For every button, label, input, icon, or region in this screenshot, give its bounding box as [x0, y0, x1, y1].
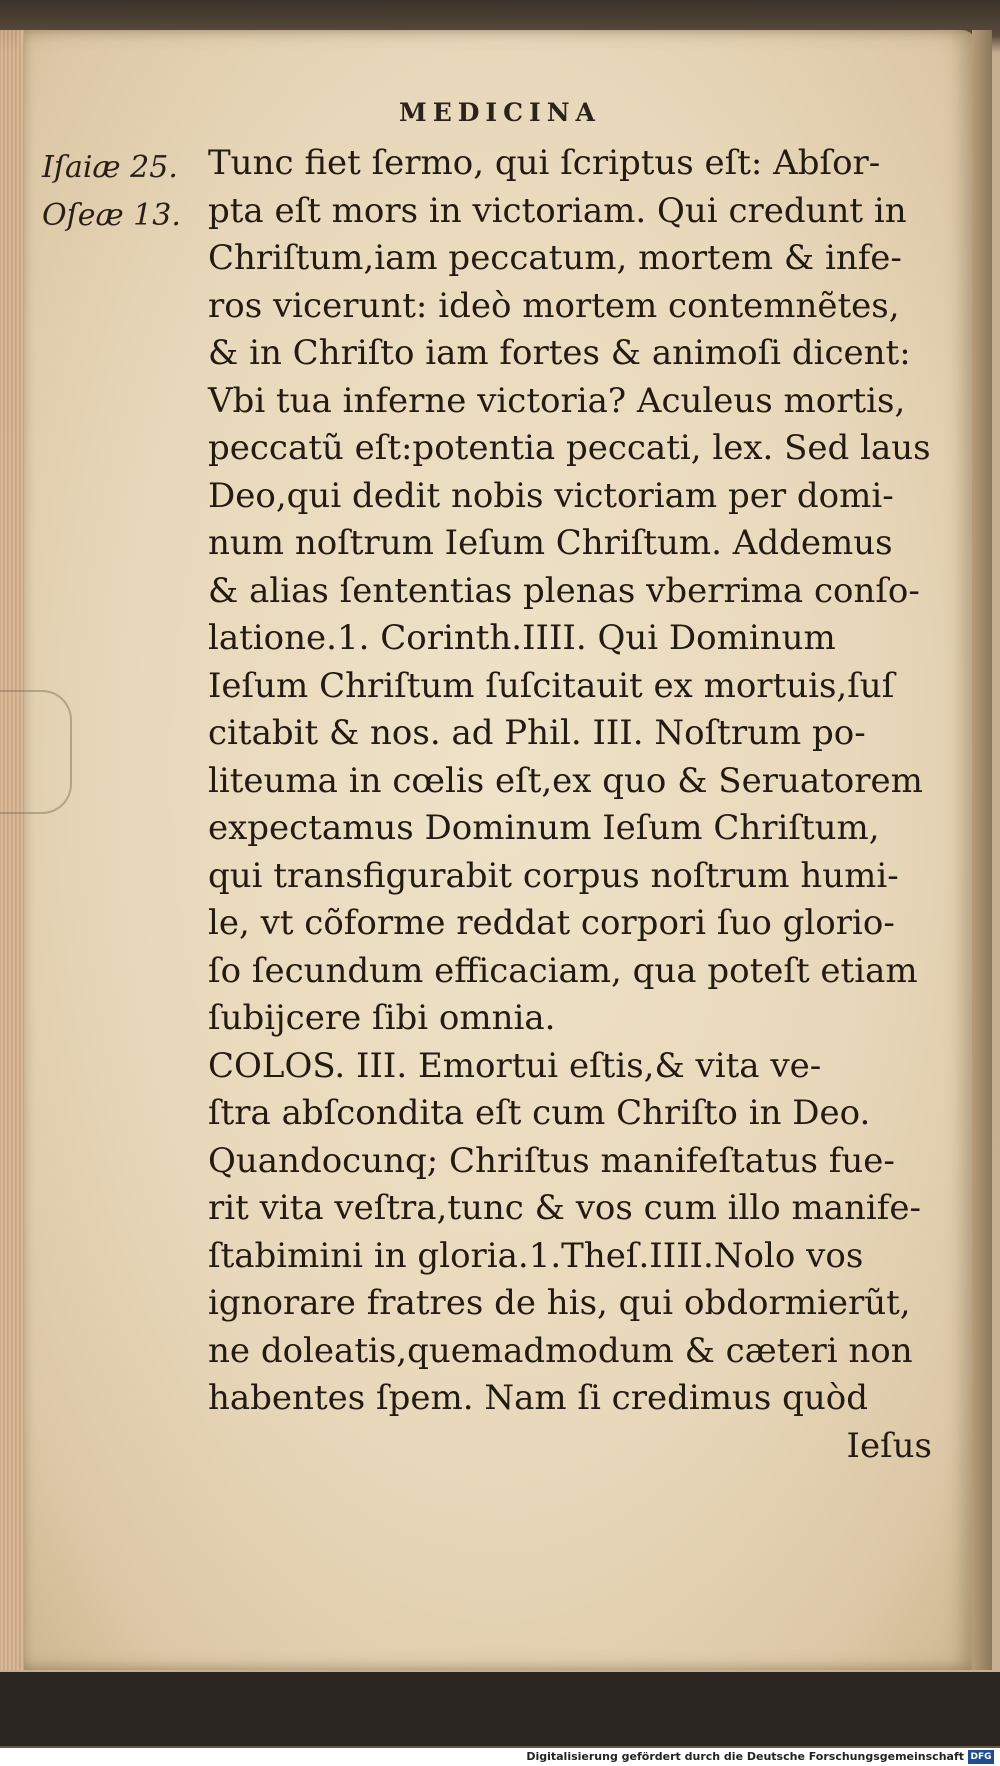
text-line-27: habentes ſpem. Nam ſi credimus quòd	[208, 1378, 868, 1418]
text-line-25: ignorare fratres de his, qui obdormierũt,	[208, 1283, 911, 1323]
page-tab-mark	[0, 690, 72, 814]
text-line-4: ros vicerunt: ideò mortem contemnẽtes,	[208, 285, 900, 326]
text-line-11: latione.1. Corinth.IIII. Qui Dominum	[208, 618, 836, 658]
running-head: MEDICINA	[399, 98, 601, 127]
text-line-18: ſo ſecundum efficaciam, qua poteſt etiam	[208, 950, 918, 991]
text-line-10: & alias ſententias plenas vberrima conſo-	[208, 570, 920, 611]
text-line-8: Deo,qui dedit nobis victoriam per domi-	[208, 475, 894, 516]
page-edges-right	[972, 30, 992, 1670]
body-text	[208, 140, 948, 1470]
text-line-3: Chriſtum,iam peccatum, mortem & infe-	[208, 238, 902, 278]
text-line-1: Tunc fiet ſermo, qui ſcriptus eſt: Abſor-	[208, 143, 881, 183]
dfg-logo: DFG	[968, 1750, 994, 1764]
text-line-15: expectamus Dominum Ieſum Chriſtum,	[208, 808, 880, 848]
text-line-23: rit vita veſtra,tunc & vos cum illo manife-	[208, 1188, 922, 1228]
text-line-2: pta eſt mors in victoriam. Qui credunt in	[208, 190, 907, 231]
text-line-21: ſtra abſcondita eſt cum Chriſto in Deo.	[208, 1093, 871, 1133]
text-line-26: ne doleatis,quemadmodum & cæteri non	[208, 1330, 913, 1371]
text-line-14: liteuma in cœlis eſt,ex quo & Seruatorem	[208, 760, 923, 801]
margin-note-hosea: Oſeæ 13.	[42, 198, 181, 233]
page-edges-left	[0, 30, 24, 1670]
text-line-7: peccatũ eſt:potentia peccati, lex. Sed laus	[208, 428, 931, 468]
text-line-24: ſtabimini in gloria.1.Theſ.IIII.Nolo vos	[208, 1235, 864, 1276]
digitization-footer	[0, 1748, 1000, 1766]
text-line-20: COLOS. III. Emortui eſtis,& vita ve-	[208, 1045, 822, 1086]
text-line-12: Ieſum Chriſtum ſuſcitauit ex mortuis,ſuſ	[208, 665, 895, 706]
footer-credit: Digitalisierung gefördert durch die Deutsche Forschungsgemeinschaft	[526, 1750, 964, 1763]
text-line-22: Quandocunq; Chriſtus manifeſtatus fue-	[208, 1140, 895, 1181]
text-line-6: Vbi tua inferne victoria? Aculeus mortis,	[208, 380, 906, 421]
text-line-9: num noſtrum Ieſum Chriſtum. Addemus	[208, 523, 893, 563]
text-line-5: & in Chriſto iam fortes & animoſi dicent:	[208, 333, 911, 373]
margin-note-isaiah: Iſaiæ 25.	[42, 150, 178, 185]
text-line-16: qui transfigurabit corpus noſtrum humi-	[208, 855, 899, 896]
text-line-17: le, vt cõforme reddat corpori ſuo glorio-	[208, 903, 895, 943]
scan-bottom-band	[0, 1672, 1000, 1746]
catchword: Ieſus	[846, 1425, 932, 1466]
text-line-13: citabit & nos. ad Phil. III. Noſtrum po-	[208, 713, 866, 753]
text-line-19: ſubijcere ſibi omnia.	[208, 998, 556, 1038]
